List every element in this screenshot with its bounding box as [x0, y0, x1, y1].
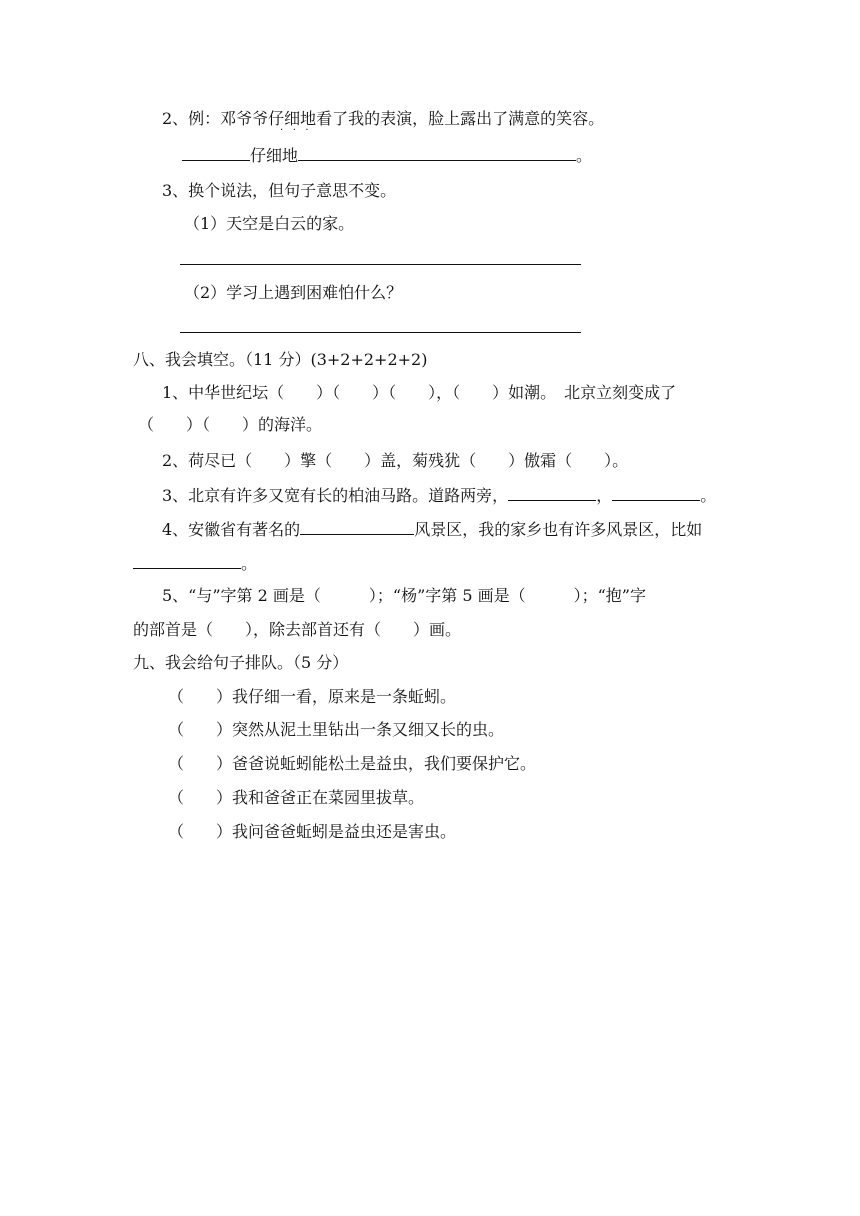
sec9-title: 九、我会给句子排队。（5 分）: [133, 653, 349, 672]
sort-item-2: （ ）突然从泥土里钻出一条又细又长的虫。: [168, 720, 505, 739]
answer-line-2[interactable]: [180, 332, 581, 333]
sec8-q4b-line: 。: [133, 552, 257, 574]
blank-1[interactable]: [182, 144, 250, 161]
blank-4[interactable]: [612, 484, 700, 501]
sec8-q2: 2、荷尽已（ ）擎（ ）盖，菊残犹（ ）傲霜（ ）。: [162, 451, 629, 470]
sort-item-5: （ ）我问爸爸蚯蚓是益虫还是害虫。: [168, 822, 457, 841]
sort-item-4: （ ）我和爸爸正在菜园里拔草。: [168, 788, 425, 807]
blank-3[interactable]: [508, 484, 596, 501]
q3-s1: （1）天空是白云的家。: [184, 214, 355, 233]
answer-line-1[interactable]: [180, 264, 581, 265]
sec8-q5a: 5、“与”字第 2 画是（ ）；“杨”字第 5 画是（ ）；“抱”字: [162, 586, 646, 605]
q3-title: 3、换个说法，但句子意思不变。: [162, 181, 397, 200]
sort-item-3: （ ）爸爸说蚯蚓能松土是益虫，我们要保护它。: [168, 754, 537, 773]
sec8-q3: 3、北京有许多又宽有长的柏油马路。道路两旁， ， 。: [162, 486, 717, 505]
sec8-title: 八、我会填空。（11 分）(3+2+2+2+2): [133, 350, 428, 369]
q2-fill-line: 仔细地 。: [182, 144, 592, 166]
sort-item-1: （ ）我仔细一看，原来是一条蚯蚓。: [168, 687, 457, 706]
q2-example-text: 2、例：邓爷爷仔细地看了我的表演，脸上露出了满意的笑容。: [162, 109, 605, 128]
blank-2[interactable]: [298, 144, 576, 161]
sec8-q1b: （ ）（ ）的海洋。: [138, 415, 323, 434]
emphasis-dots: · · ·: [280, 125, 309, 136]
blank-5[interactable]: [300, 518, 414, 535]
q3-s2: （2）学习上遇到困难怕什么？: [184, 283, 403, 302]
sec8-q5b: 的部首是（ ），除去部首还有（ ）画。: [133, 620, 462, 639]
sec8-q1a: 1、中华世纪坛（ ）（ ）（ ），（ ）如潮。 北京立刻变成了: [162, 383, 677, 402]
blank-6[interactable]: [133, 552, 241, 569]
q2-fill-word: 仔细地: [250, 146, 299, 165]
sec8-q4a: 4、安徽省有著名的 风景区，我的家乡也有许多风景区，比如: [162, 520, 703, 539]
